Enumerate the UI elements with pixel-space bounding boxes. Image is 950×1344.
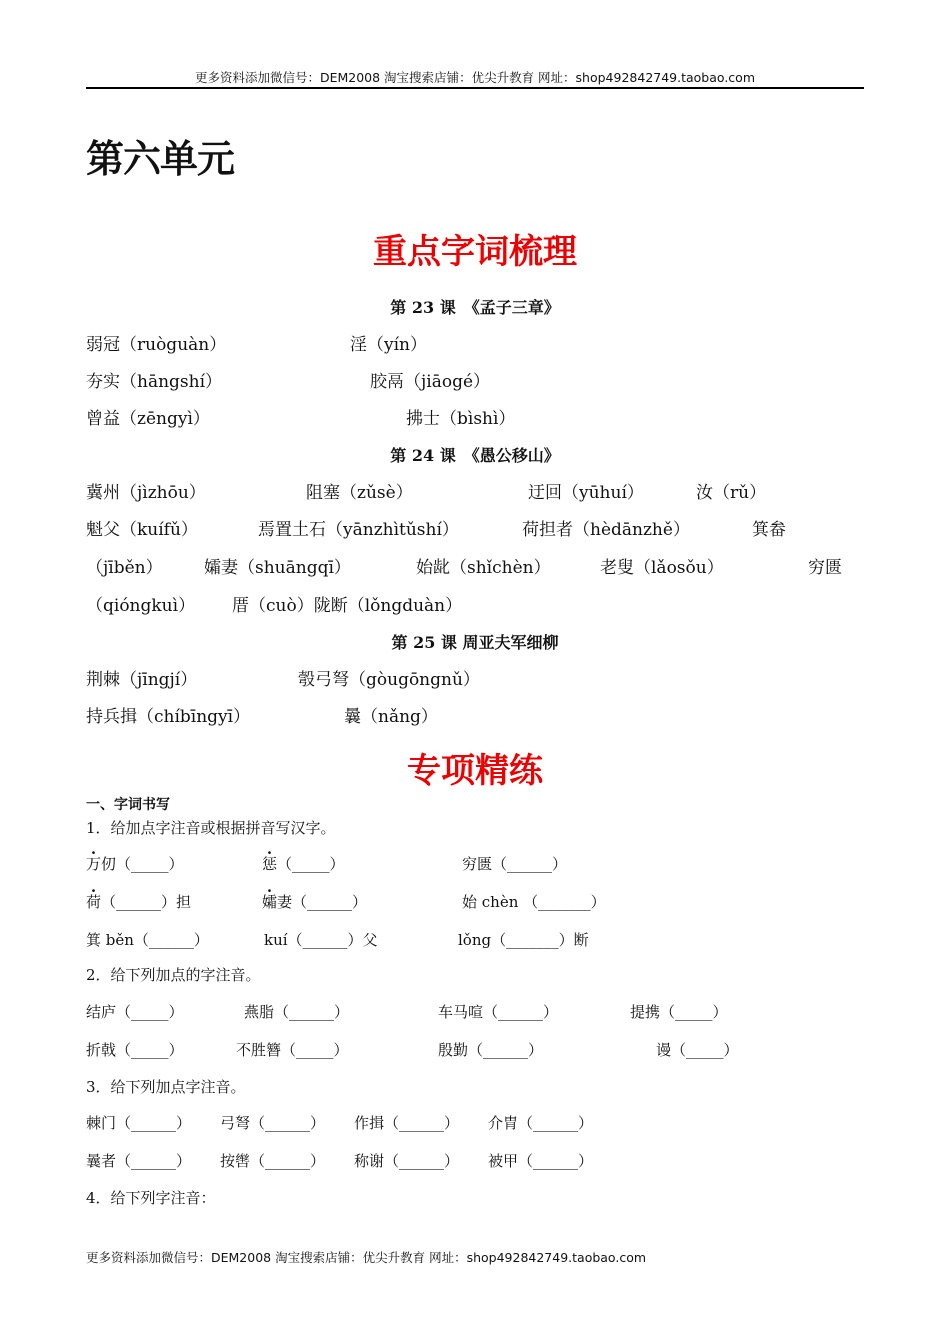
vocab-item: （qióngkuì） xyxy=(86,596,196,616)
exercise-item: 棘门（______） xyxy=(86,1114,192,1132)
exercise-text: 妻（______） xyxy=(277,893,368,911)
dotted-char: 惩 xyxy=(262,855,278,873)
question-3-prompt: 3．给下列加点字注音。 xyxy=(86,1078,246,1096)
exercise-text: 仞（_____） xyxy=(101,855,184,873)
question-4-prompt: 4．给下列字注音： xyxy=(86,1189,216,1207)
vocab-item: 曩（nǎng） xyxy=(344,707,438,727)
exercise-text: （_____） xyxy=(277,855,345,873)
vocab-item: 彀弓弩（gòugōngnǔ） xyxy=(298,670,480,690)
vocab-item: 荆棘（jīngjí） xyxy=(86,670,198,690)
vocab-item: 孀妻（shuāngqī） xyxy=(204,558,351,578)
exercise-item: 提携（_____） xyxy=(630,1003,728,1021)
header-rule xyxy=(86,87,864,89)
vocab-item: 汝（rǔ） xyxy=(696,483,767,503)
exercise-item: 弓弩（______） xyxy=(220,1114,326,1132)
vocab-item: 箕畚 xyxy=(752,520,786,540)
exercise-item: 箕 běn（______） xyxy=(86,931,209,949)
exercise-item: 结庐（_____） xyxy=(86,1003,184,1021)
vocab-item: 阻塞（zǔsè） xyxy=(306,483,413,503)
unit-title: 第六单元 xyxy=(86,137,235,181)
vocab-item: 冀州（jìzhōu） xyxy=(86,483,206,503)
exercise-item: 称谢（______） xyxy=(354,1152,460,1170)
exercise-item: 车马喧（______） xyxy=(438,1003,559,1021)
exercise-item xyxy=(86,891,191,912)
vocab-item: 厝（cuò）陇断（lǒngduàn） xyxy=(232,596,463,616)
exercise-item: 折戟（_____） xyxy=(86,1041,184,1059)
exercise-item: 始 chèn （_______） xyxy=(462,893,606,911)
question-1-prompt: 1．给加点字注音或根据拼音写汉字。 xyxy=(86,819,336,837)
vocab-item: 魁父（kuífǔ） xyxy=(86,520,198,540)
exercise-item: 谩（_____） xyxy=(656,1041,739,1059)
vocab-item: 持兵揖（chíbīngyī） xyxy=(86,707,251,727)
vocab-item: 夯实（hāngshí） xyxy=(86,372,223,392)
exercise-item xyxy=(262,891,367,912)
section-title-key-words: 重点字词梳理 xyxy=(373,232,577,272)
exercise-item: lǒng（_______）断 xyxy=(458,931,589,949)
section-title-practice: 专项精练 xyxy=(407,751,543,791)
vocab-item: 穷匮 xyxy=(808,558,842,578)
lesson-23-title: 第 23 课 《孟子三章》 xyxy=(390,298,560,317)
vocab-item: 拂士（bìshì） xyxy=(406,409,516,429)
page-header: 更多资料添加微信号：DEM2008 淘宝搜索店铺：优尖升教育 网址：shop492842749.taobao.com xyxy=(194,70,756,85)
question-2-prompt: 2．给下列加点的字注音。 xyxy=(86,966,261,984)
exercise-item: 被甲（______） xyxy=(488,1152,594,1170)
vocab-item: 曾益（zēngyì） xyxy=(86,409,210,429)
dotted-char: 孀 xyxy=(262,893,278,911)
lesson-25-title: 第 25 课 周亚夫军细柳 xyxy=(391,633,559,652)
exercise-text: （______）担 xyxy=(101,893,192,911)
dotted-char: 荷 xyxy=(86,893,102,911)
vocab-item: 弱冠（ruòguàn） xyxy=(86,335,227,355)
exercise-item: 作揖（______） xyxy=(354,1114,460,1132)
vocab-item: 荷担者（hèdānzhě） xyxy=(522,520,690,540)
exercise-item: 燕脂（______） xyxy=(244,1003,350,1021)
part-1-title: 一、字词书写 xyxy=(86,797,170,813)
exercise-item: kuí（______）父 xyxy=(264,931,378,949)
exercise-item xyxy=(86,853,184,874)
dotted-char: 万 xyxy=(86,855,102,873)
vocab-item: 老叟（lǎosǒu） xyxy=(600,558,724,578)
vocab-item: 焉置土石（yānzhìtǔshí） xyxy=(258,520,459,540)
vocab-item: 始龀（shǐchèn） xyxy=(416,558,551,578)
exercise-item xyxy=(262,853,345,874)
vocab-item: （jīběn） xyxy=(86,558,163,578)
lesson-24-title: 第 24 课 《愚公移山》 xyxy=(390,446,560,465)
exercise-item: 穷匮（______） xyxy=(462,855,568,873)
vocab-item: 迂回（yūhuí） xyxy=(528,483,644,503)
vocab-item: 胶鬲（jiāogé） xyxy=(370,372,491,392)
exercise-item: 按辔（______） xyxy=(220,1152,326,1170)
exercise-item: 殷勤（______） xyxy=(438,1041,544,1059)
exercise-item: 曩者（______） xyxy=(86,1152,192,1170)
exercise-item: 介胄（______） xyxy=(488,1114,594,1132)
page-footer: 更多资料添加微信号：DEM2008 淘宝搜索店铺：优尖升教育 网址：shop492842749.taobao.com xyxy=(86,1250,647,1265)
vocab-item: 淫（yín） xyxy=(350,335,427,355)
exercise-item: 不胜簪（_____） xyxy=(236,1041,349,1059)
